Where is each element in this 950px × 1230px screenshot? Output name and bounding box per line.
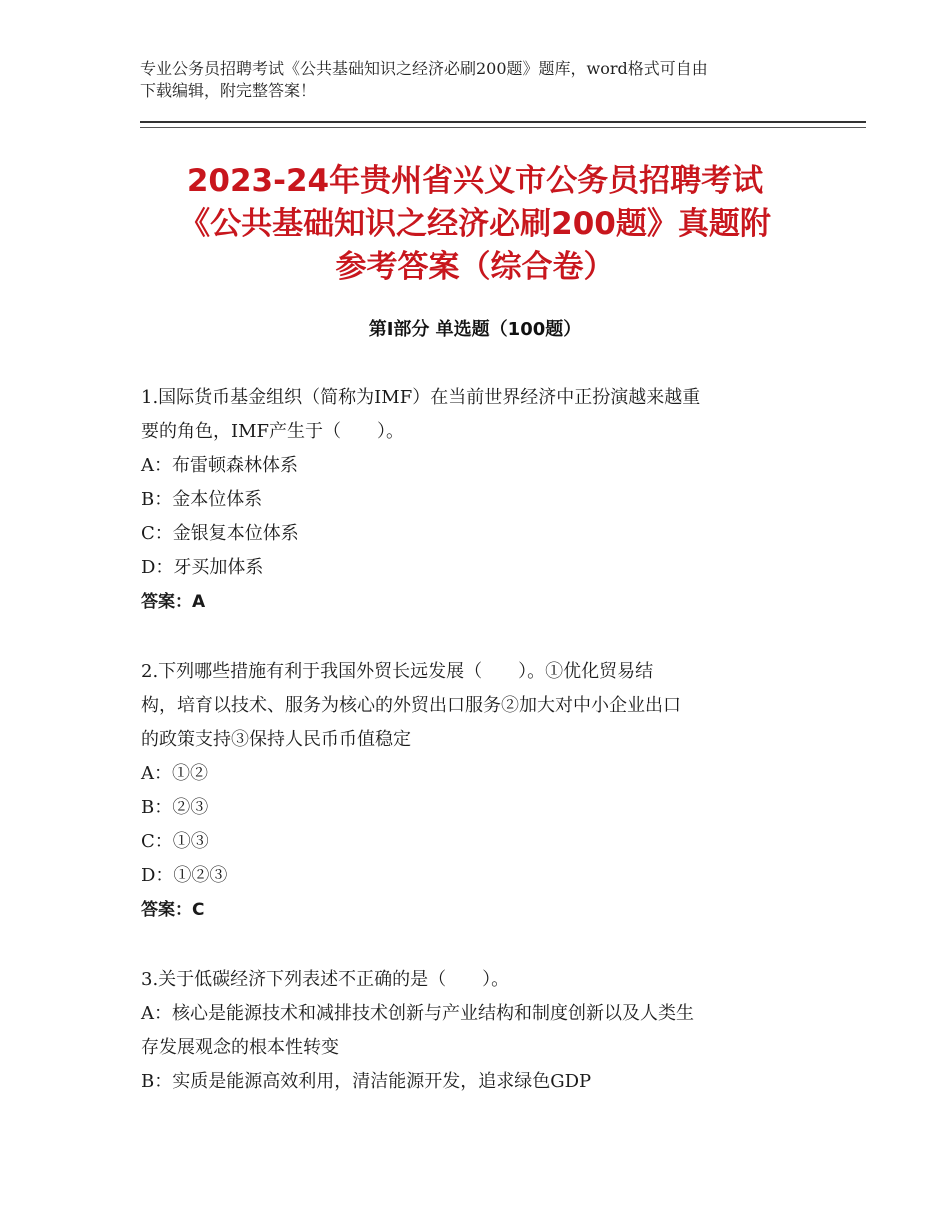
option-b: B：②③: [141, 797, 209, 818]
header-note-line: 下载编辑，附完整答案！: [140, 81, 317, 100]
option-b: B：金本位体系: [141, 489, 263, 510]
option-d: D：牙买加体系: [141, 557, 264, 578]
header-divider-thick: [140, 121, 866, 123]
option-c: C：金银复本位体系: [141, 523, 299, 544]
answer: 答案：C: [141, 900, 205, 920]
option-a: A：布雷顿森林体系: [141, 455, 298, 476]
option-a: A：①②: [141, 763, 208, 784]
option-a: A：核心是能源技术和减排技术创新与产业结构和制度创新以及人类生: [141, 1003, 694, 1024]
stem-line: 1.国际货币基金组织（简称为IMF）在当前世界经济中正扮演越来越重: [141, 387, 701, 408]
option-b: B：实质是能源高效利用，清洁能源开发，追求绿色GDP: [141, 1071, 592, 1092]
header-note: [140, 58, 820, 102]
title-line: 参考答案（综合卷）: [335, 249, 615, 285]
question-spacer: [141, 927, 821, 963]
answer: 答案：A: [141, 592, 206, 612]
option-d: D：①②③: [141, 865, 228, 886]
title-line: 2023-24年贵州省兴义市公务员招聘考试: [186, 163, 764, 199]
question-list: [141, 381, 821, 1099]
option-c: C：①③: [141, 831, 209, 852]
question-stem: [141, 381, 821, 449]
document-title: [100, 160, 850, 289]
title-line: 《公共基础知识之经济必刷200题》真题附: [179, 206, 771, 242]
header-divider-thin: [140, 127, 866, 128]
question-1: [141, 381, 821, 619]
header-note-line: 专业公务员招聘考试《公共基础知识之经济必刷200题》题库，word格式可自由: [140, 59, 708, 78]
question-3: [141, 963, 821, 1099]
question-2: [141, 655, 821, 927]
section-heading: 第Ⅰ部分 单选题（100题）: [368, 319, 582, 340]
stem-line: 构，培育以技术、服务为核心的外贸出口服务②加大对中小企业出口: [141, 695, 681, 716]
stem-line: 要的角色，IMF产生于（ ）。: [141, 421, 405, 442]
stem-line: 2.下列哪些措施有利于我国外贸长远发展（ ）。①优化贸易结: [141, 661, 654, 682]
question-spacer: [141, 619, 821, 655]
question-stem: [141, 655, 821, 757]
question-stem: [141, 963, 821, 997]
stem-line: 的政策支持③保持人民币币值稳定: [141, 729, 411, 750]
option-a-continued: 存发展观念的根本性转变: [141, 1037, 339, 1058]
stem-line: 3.关于低碳经济下列表述不正确的是（ ）。: [141, 969, 510, 990]
